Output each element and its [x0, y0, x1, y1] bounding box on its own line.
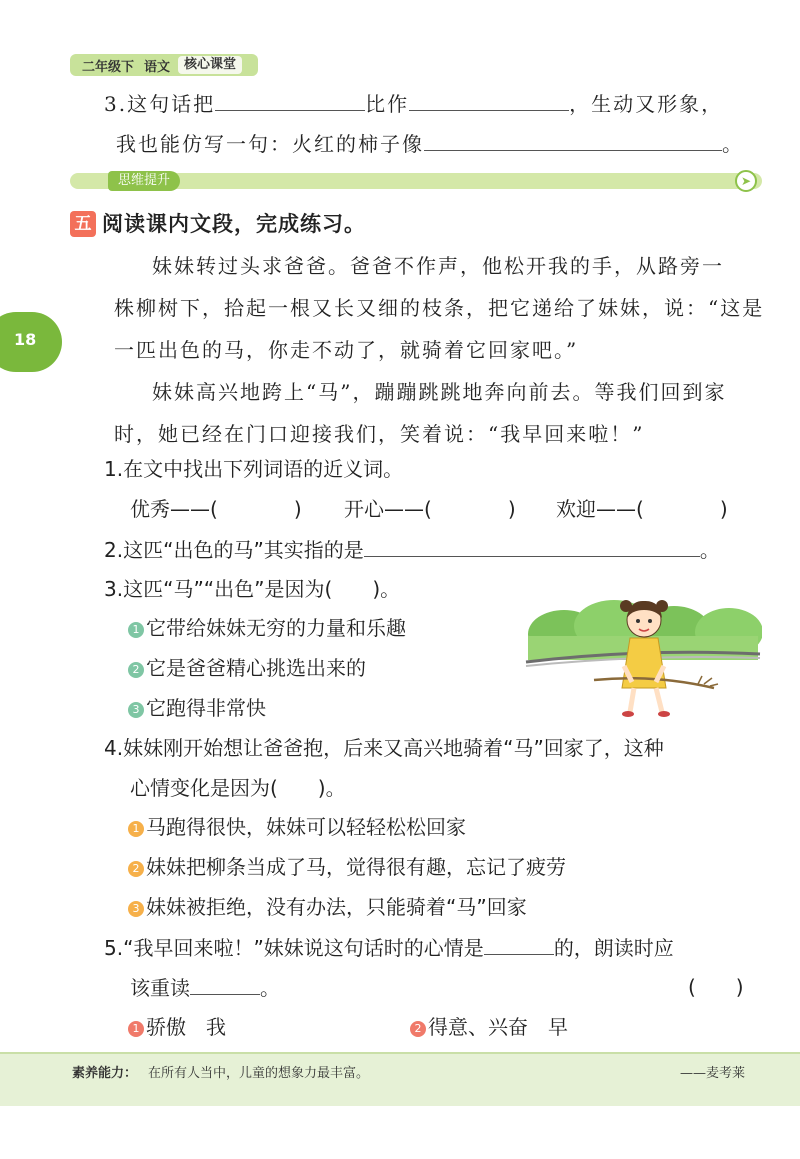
option-number-icon: 1 [128, 821, 144, 837]
q5-stem-line2: 该重读 。 [130, 972, 280, 1003]
q4-stem-line1: 4.妹妹刚开始想让爸爸抱，后来又高兴地骑着“马”回家了，这种 [104, 736, 664, 760]
subject-label: 语文 [144, 59, 171, 75]
answer-blank[interactable] [190, 972, 260, 995]
answer-blank[interactable] [424, 128, 722, 151]
footer-label: 素养能力： [72, 1066, 138, 1081]
cursor-icon: ➤ [735, 170, 757, 192]
prev-q3-text-d: 我也能仿写一句：火红的柿子像 [116, 132, 424, 156]
option-number-icon: 2 [128, 662, 144, 678]
girl-riding-branch-illustration [524, 596, 762, 726]
q4-option[interactable]: 1 马跑得很快，妹妹可以轻轻松松回家 [128, 812, 466, 842]
q5-option[interactable]: 1 骄傲 我 [128, 1012, 226, 1042]
prev-q3-line1 [104, 88, 723, 119]
option-number-icon: 2 [410, 1021, 426, 1037]
passage-line: 株柳树下，拾起一根又长又细的枝条，把它递给了妹妹，说：“这是 [114, 296, 765, 320]
option-number-icon: 1 [128, 1021, 144, 1037]
passage-line: 一匹出色的马，你走不动了，就骑着它回家吧。” [114, 338, 579, 362]
prev-q3-text-a: 3.这句话把 [104, 92, 216, 116]
q1-item: 优秀——( ) [130, 497, 302, 521]
q5-answer-paren[interactable]: ( ) [688, 975, 744, 999]
prev-q3-line2 [116, 128, 744, 159]
q1-item: 开心——( ) [344, 497, 516, 521]
option-number-icon: 1 [128, 622, 144, 638]
answer-blank[interactable] [409, 88, 569, 111]
answer-blank[interactable] [215, 88, 365, 111]
option-number-icon: 2 [128, 861, 144, 877]
passage-line: 时，她已经在门口迎接我们，笑着说：“我早回来啦！” [114, 422, 645, 446]
band-label: 思维提升 [108, 171, 180, 191]
q1-stem: 1.在文中找出下列词语的近义词。 [104, 457, 404, 481]
q3-option[interactable]: 1 它带给妹妹无穷的力量和乐趣 [128, 613, 406, 643]
footer-quote: 在所有人当中，儿童的想象力最丰富。 [148, 1066, 370, 1081]
q2-stem: 2.这匹“出色的马”其实指的是 。 [104, 534, 720, 565]
q3-stem: 3.这匹“马”“出色”是因为( )。 [104, 577, 401, 601]
answer-blank[interactable] [364, 534, 700, 557]
passage-line: 妹妹高兴地跨上“马”，蹦蹦跳跳地奔向前去。等我们回到家 [152, 380, 727, 404]
q4-stem-line2: 心情变化是因为( )。 [130, 776, 346, 800]
q5-stem-line1: 5.“我早回来啦！”妹妹说这句话时的心情是 的，朗读时应 [104, 932, 674, 963]
series-label: 核心课堂 [178, 56, 242, 74]
q1-item: 欢迎——( ) [556, 497, 728, 521]
q4-option[interactable]: 3 妹妹被拒绝，没有办法，只能骑着“马”回家 [128, 892, 527, 922]
section-title: 阅读课内文段，完成练习。 [102, 212, 366, 236]
page-number: 18 [14, 330, 37, 349]
option-number-icon: 3 [128, 901, 144, 917]
q3-option[interactable]: 3 它跑得非常快 [128, 693, 266, 723]
prev-q3-text-e: 。 [722, 132, 744, 156]
q4-option[interactable]: 2 妹妹把柳条当成了马，觉得很有趣，忘记了疲劳 [128, 852, 566, 882]
passage-line: 妹妹转过头求爸爸。爸爸不作声，他松开我的手，从路旁一 [152, 254, 724, 278]
book-header-tag [70, 54, 258, 76]
answer-blank[interactable] [484, 932, 554, 955]
option-number-icon: 3 [128, 702, 144, 718]
q5-option[interactable]: 2 得意、兴奋 早 [410, 1012, 568, 1042]
section-number-badge: 五 [70, 211, 96, 237]
q3-option[interactable]: 2 它是爸爸精心挑选出来的 [128, 653, 366, 683]
prev-q3-text-c: ，生动又形象， [569, 92, 724, 116]
footer-author: ——麦考莱 [680, 1066, 746, 1081]
grade-label: 二年级下 [82, 59, 135, 75]
prev-q3-text-b: 比作 [365, 92, 410, 116]
